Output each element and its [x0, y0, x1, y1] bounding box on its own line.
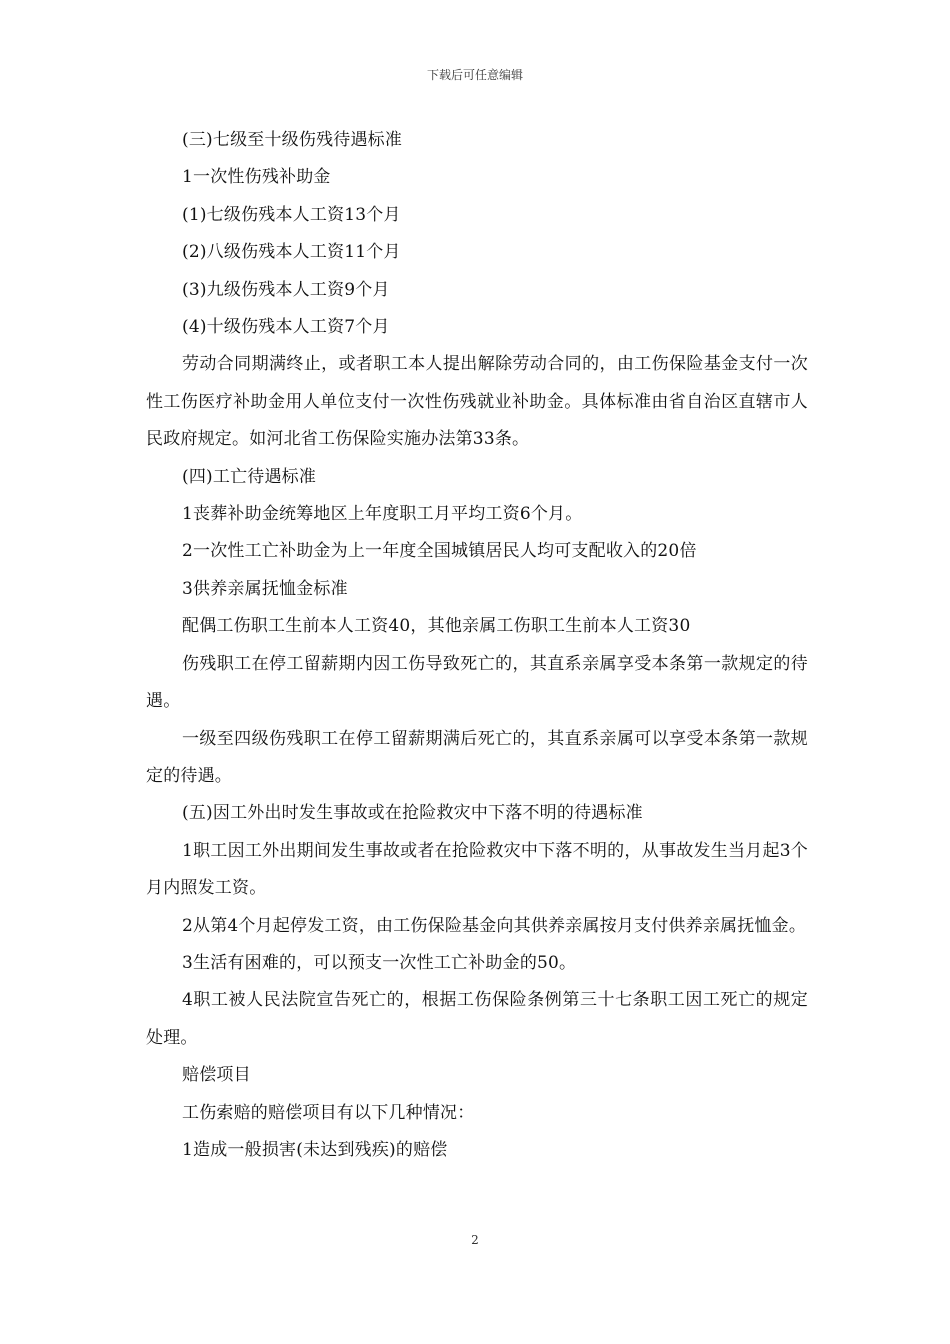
paragraph: 1造成一般损害(未达到残疾)的赔偿: [182, 1139, 448, 1160]
paragraph: 1丧葬补助金统筹地区上年度职工月平均工资6个月。: [182, 504, 583, 525]
paragraph: (四)工亡待遇标准: [182, 466, 317, 487]
paragraph: (1)七级伤残本人工资13个月: [182, 204, 401, 225]
paragraph: 劳动合同期满终止，或者职工本人提出解除劳动合同的，由工伤保险基金支付一次性工伤医疗补助金用人单位支付一次性伤残就业补助金。具体标准由省自治区直辖市人民政府规定。如河北省工伤保险实施办法第33条。: [146, 354, 808, 450]
paragraph: (2)八级伤残本人工资11个月: [182, 242, 401, 263]
paragraph: 2一次性工亡补助金为上一年度全国城镇居民人均可支配收入的20倍: [182, 541, 697, 562]
paragraph: 赔偿项目: [182, 1065, 251, 1086]
paragraph: 1一次性伤残补助金: [182, 167, 331, 188]
paragraph: 一级至四级伤残职工在停工留薪期满后死亡的，其直系亲属可以享受本条第一款规定的待遇。: [146, 728, 808, 786]
paragraph: 3生活有困难的，可以预支一次性工亡补助金的50。: [182, 952, 577, 973]
paragraph: 1职工因工外出期间发生事故或者在抢险救灾中下落不明的，从事故发生当月起3个月内照发工资。: [146, 840, 808, 899]
paragraph: 配偶工伤职工生前本人工资40，其他亲属工伤职工生前本人工资30: [182, 616, 691, 637]
paragraph: (五)因工外出时发生事故或在抢险救灾中下落不明的待遇标准: [182, 803, 643, 824]
paragraph: (3)九级伤残本人工资9个月: [182, 279, 390, 300]
document-body: [146, 122, 808, 1169]
paragraph: 伤残职工在停工留薪期内因工伤导致死亡的，其直系亲属享受本条第一款规定的待遇。: [146, 653, 808, 712]
paragraph: 4职工被人民法院宣告死亡的，根据工伤保险条例第三十七条职工因工死亡的规定处理。: [146, 990, 808, 1048]
paragraph: 2从第4个月起停发工资，由工伤保险基金向其供养亲属按月支付供养亲属抚恤金。: [182, 915, 807, 936]
page-header: 下载后可任意编辑: [426, 68, 523, 82]
paragraph: (三)七级至十级伤残待遇标准: [182, 130, 403, 150]
paragraph: 工伤索赔的赔偿项目有以下几种情况：: [182, 1102, 475, 1123]
paragraph: (4)十级伤残本人工资7个月: [182, 317, 390, 338]
page-number: 2: [471, 1233, 479, 1247]
paragraph: 3供养亲属抚恤金标准: [182, 578, 348, 599]
